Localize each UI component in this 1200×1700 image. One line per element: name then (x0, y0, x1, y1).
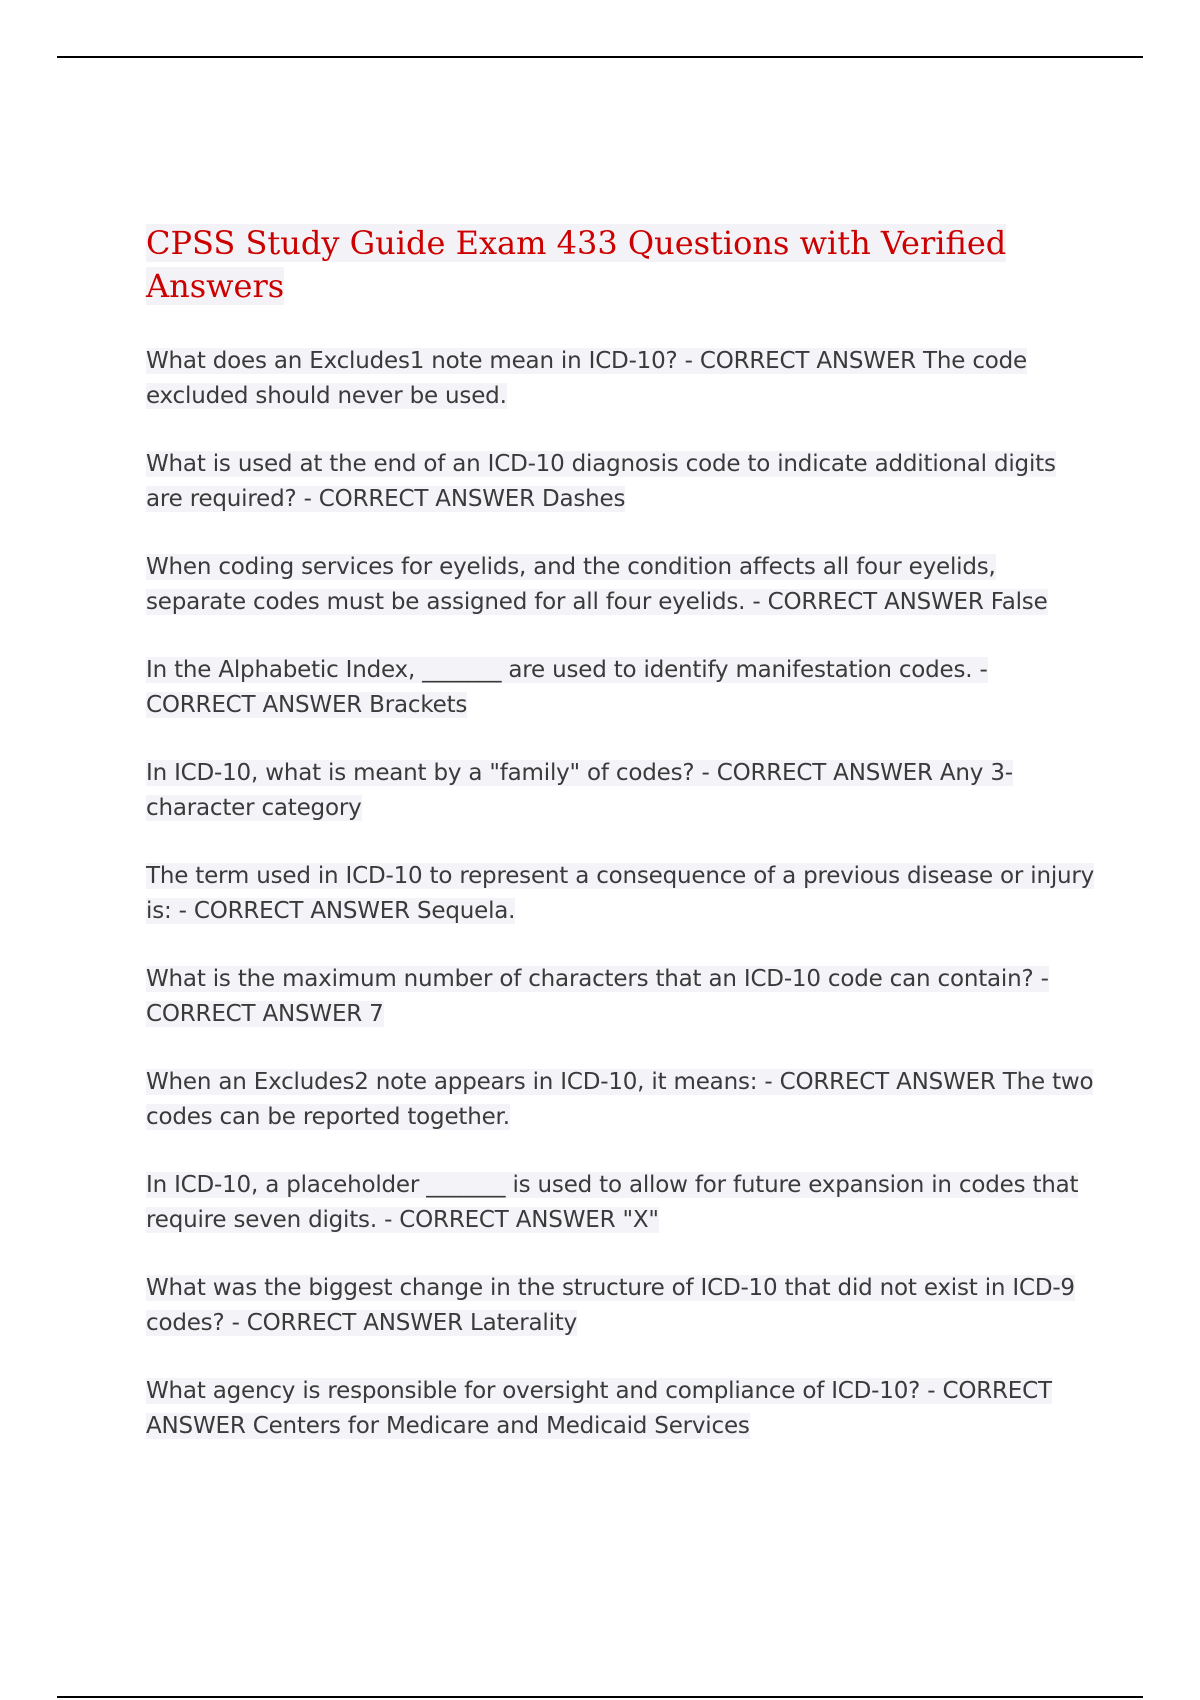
qa-item-7: What is the maximum number of characters that an ICD-10 code can contain? - CORRECT ANSWER 7 (146, 966, 1049, 1027)
qa-item-9: In ICD-10, a placeholder _______ is used to allow for future expansion in codes that require seven digits. - CORRECT ANSWER "X" (146, 1172, 1079, 1233)
qa-item-6: The term used in ICD-10 to represent a consequence of a previous disease or injury is: - CORRECT ANSWER Sequela. (146, 863, 1095, 924)
qa-item-10: What was the biggest change in the structure of ICD-10 that did not exist in ICD-9 codes? - CORRECT ANSWER Laterality (146, 1275, 1075, 1336)
document-body (146, 222, 1096, 1477)
qa-item-2: What is used at the end of an ICD-10 diagnosis code to indicate additional digits are required? - CORRECT ANSWER Dashes (146, 451, 1056, 512)
bottom-divider (57, 1696, 1143, 1698)
qa-item-4: In the Alphabetic Index, _______ are used to identify manifestation codes. - CORRECT ANSWER Brackets (146, 657, 988, 718)
top-divider (57, 56, 1143, 58)
document-title: CPSS Study Guide Exam 433 Questions with Verified Answers (146, 224, 1007, 305)
qa-item-5: In ICD-10, what is meant by a "family" of codes? - CORRECT ANSWER Any 3-character category (146, 760, 1013, 821)
qa-item-1: What does an Excludes1 note mean in ICD-10? - CORRECT ANSWER The code excluded should never be used. (146, 348, 1027, 409)
qa-item-8: When an Excludes2 note appears in ICD-10, it means: - CORRECT ANSWER The two codes can be reported together. (146, 1069, 1094, 1130)
qa-list (146, 344, 1096, 1443)
qa-item-11: What agency is responsible for oversight and compliance of ICD-10? - CORRECT ANSWER Centers for Medicare and Medicaid Services (146, 1378, 1052, 1439)
qa-item-3: When coding services for eyelids, and the condition affects all four eyelids, separate codes must be assigned for all four eyelids. - CORRECT ANSWER False (146, 554, 1048, 615)
